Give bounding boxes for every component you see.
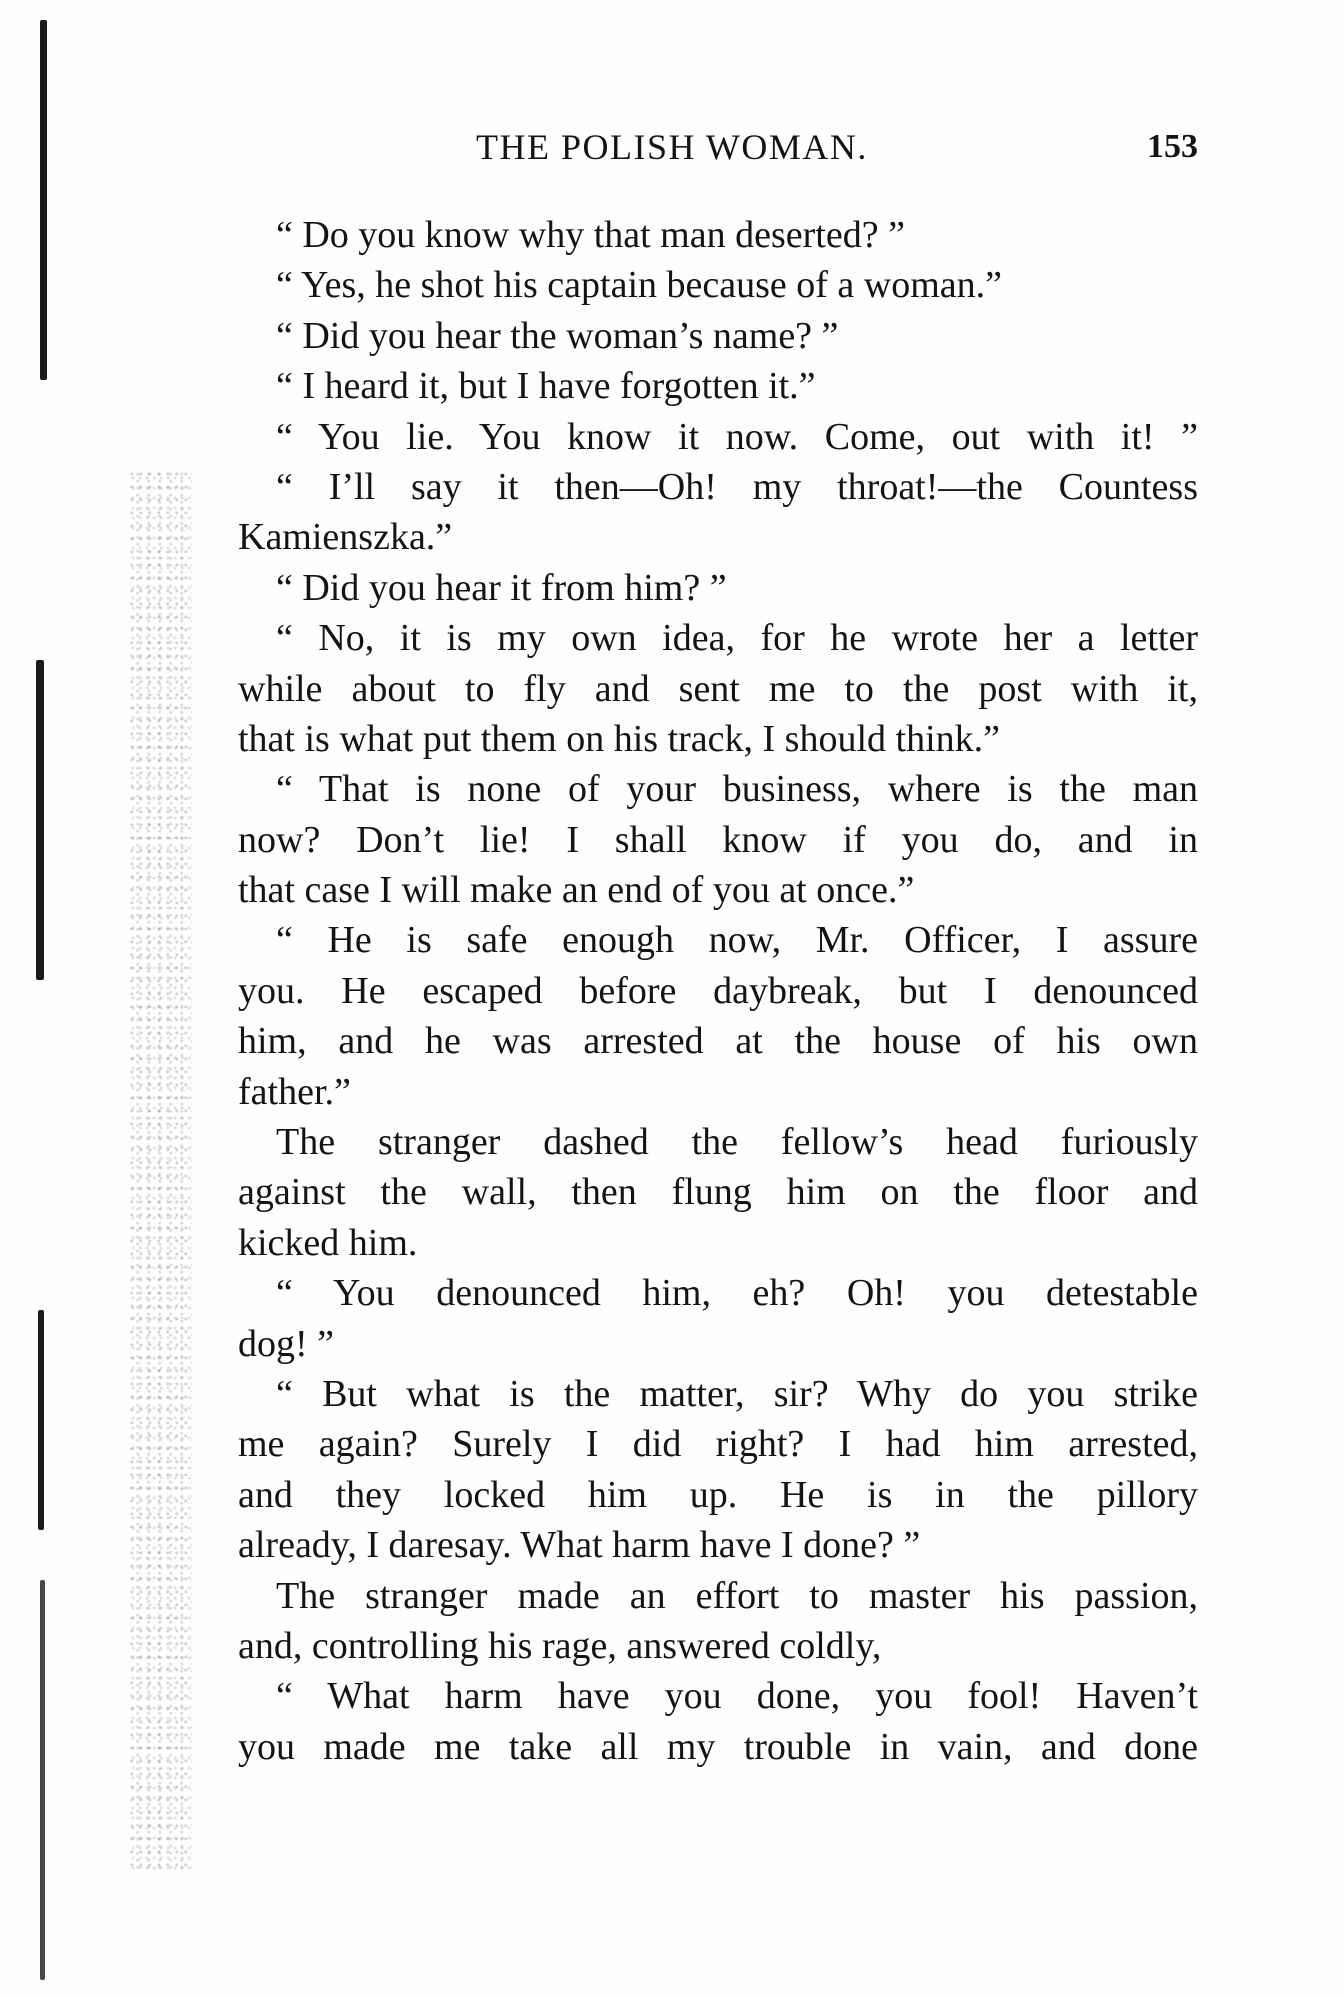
text-line: “ What harm have you done, you fool! Haven’t: [276, 1675, 1198, 1718]
text-line: me again? Surely I did right? I had him arrested,: [238, 1423, 1198, 1466]
scan-binding-mark: [38, 1310, 44, 1530]
text-line: “ I’ll say it then—Oh! my throat!—the Countess: [276, 465, 1198, 508]
scan-speckle: [130, 470, 192, 1870]
text-line: you. He escaped before daybreak, but I denounced: [238, 969, 1198, 1012]
page-header: [238, 126, 1198, 176]
scan-binding-mark: [40, 1580, 45, 1980]
text-line: The stranger made an effort to master his passion,: [276, 1574, 1198, 1617]
text-line: dog! ”: [238, 1322, 335, 1365]
text-line: that is what put them on his track, I should think.”: [238, 717, 1001, 760]
text-line: against the wall, then flung him on the floor and: [238, 1171, 1198, 1214]
text-line: already, I daresay. What harm have I done? ”: [238, 1524, 921, 1567]
scan-binding-mark: [40, 20, 47, 380]
text-line: “ He is safe enough now, Mr. Officer, I assure: [276, 919, 1198, 962]
text-line: “ No, it is my own idea, for he wrote her a letter: [276, 617, 1198, 660]
text-line: “ I heard it, but I have forgotten it.”: [276, 365, 816, 408]
scan-binding-mark: [36, 660, 44, 980]
text-line: Kamienszka.”: [238, 516, 453, 559]
text-line: kicked him.: [238, 1221, 418, 1264]
text-line: “ But what is the matter, sir? Why do you strike: [276, 1372, 1198, 1415]
text-line: while about to fly and sent me to the post with it,: [238, 667, 1198, 710]
text-line: him, and he was arrested at the house of his own: [238, 1020, 1198, 1063]
text-line: “ That is none of your business, where is the man: [276, 768, 1198, 811]
page-number: 153: [1147, 128, 1198, 165]
text-line: and they locked him up. He is in the pillory: [238, 1473, 1198, 1516]
text-line: The stranger dashed the fellow’s head furiously: [276, 1121, 1198, 1164]
text-line: now? Don’t lie! I shall know if you do, and in: [238, 818, 1198, 861]
body-text: [238, 210, 1198, 1772]
text-line: “ Yes, he shot his captain because of a woman.”: [276, 264, 1003, 307]
text-line: father.”: [238, 1070, 351, 1113]
text-line: that case I will make an end of you at once.”: [238, 869, 915, 912]
text-line: you made me take all my trouble in vain, and done: [238, 1725, 1198, 1768]
running-title: THE POLISH WOMAN.: [476, 127, 868, 167]
text-line: and, controlling his rage, answered coldly,: [238, 1624, 882, 1667]
text-line: “ You lie. You know it now. Come, out with it! ”: [276, 415, 1198, 458]
text-line: “ Do you know why that man deserted? ”: [276, 214, 905, 256]
text-line: “ Did you hear it from him? ”: [276, 566, 727, 609]
text-line: “ You denounced him, eh? Oh! you detestable: [276, 1272, 1198, 1315]
text-line: “ Did you hear the woman’s name? ”: [276, 314, 839, 357]
